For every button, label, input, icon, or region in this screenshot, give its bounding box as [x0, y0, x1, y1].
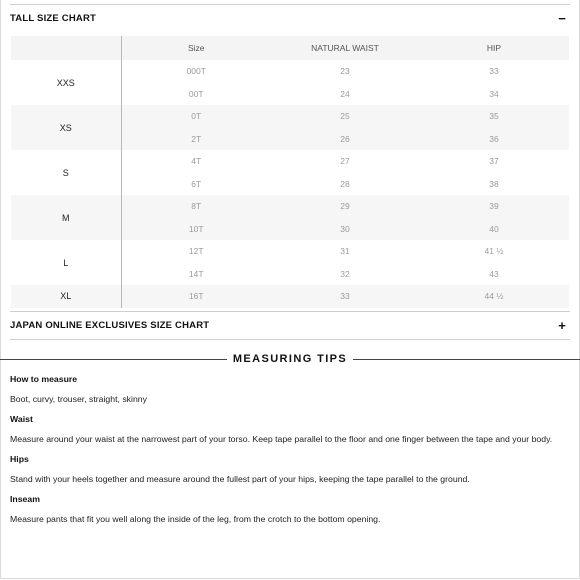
- divider: [10, 339, 570, 340]
- table-cell: 12T: [121, 240, 271, 263]
- size-group-label: M: [11, 195, 121, 240]
- table-cell: 25: [271, 105, 419, 128]
- japan-size-chart-title: JAPAN ONLINE EXCLUSIVES SIZE CHART: [10, 319, 210, 331]
- measuring-tips-title: MEASURING TIPS: [232, 353, 348, 365]
- header-cell: Size: [121, 36, 271, 60]
- japan-size-chart-header[interactable]: [10, 311, 568, 339]
- tip-text: Stand with your heels together and measure around the fullest part of your hips, keeping the tape parallel to the ground.: [10, 474, 470, 484]
- heading-rule: [353, 359, 580, 360]
- table-cell: 37: [419, 150, 569, 173]
- table-cell: 36: [419, 128, 569, 151]
- table-cell: 44 ½: [419, 285, 569, 308]
- table-header-row: [11, 36, 569, 60]
- table-cell: 26: [271, 128, 419, 151]
- table-cell: 34: [419, 83, 569, 106]
- header-cell: [11, 36, 121, 60]
- tip-heading: Hips: [10, 454, 29, 464]
- table-cell: 0T: [121, 105, 271, 128]
- table-cell: 31: [271, 240, 419, 263]
- table-cell: 29: [271, 195, 419, 218]
- table-row: [11, 195, 569, 218]
- table-row: [11, 285, 569, 308]
- size-group-label: L: [11, 240, 121, 285]
- tall-size-table: [11, 36, 569, 308]
- table-cell: 33: [271, 285, 419, 308]
- tip-text: Measure pants that fit you well along the inside of the leg, from the crotch to the bottom opening.: [10, 514, 381, 524]
- size-group-label: S: [11, 150, 121, 195]
- table-row: [11, 105, 569, 128]
- table-cell: 28: [271, 173, 419, 196]
- table-cell: 38: [419, 173, 569, 196]
- table-cell: 27: [271, 150, 419, 173]
- table-cell: 33: [419, 60, 569, 83]
- table-cell: 39: [419, 195, 569, 218]
- table-row: [11, 150, 569, 173]
- collapse-icon[interactable]: −: [558, 10, 566, 26]
- table-cell: 24: [271, 83, 419, 106]
- table-row: [11, 60, 569, 83]
- size-group-label: XXS: [11, 60, 121, 105]
- table-cell: 6T: [121, 173, 271, 196]
- tall-size-chart-header[interactable]: [10, 4, 568, 32]
- table-cell: 00T: [121, 83, 271, 106]
- table-cell: 41 ½: [419, 240, 569, 263]
- expand-icon[interactable]: +: [558, 317, 566, 333]
- table-cell: 14T: [121, 263, 271, 286]
- header-cell: NATURAL WAIST: [271, 36, 419, 60]
- table-cell: 23: [271, 60, 419, 83]
- tip-text: Boot, curvy, trouser, straight, skinny: [10, 394, 147, 404]
- table-cell: 000T: [121, 60, 271, 83]
- table-cell: 8T: [121, 195, 271, 218]
- table-row: [11, 240, 569, 263]
- measuring-tips-heading: [0, 350, 580, 368]
- size-group-label: XL: [11, 285, 121, 308]
- table-cell: 40: [419, 218, 569, 241]
- tall-size-chart-title: TALL SIZE CHART: [10, 12, 97, 24]
- tip-text: Measure around your waist at the narrowest part of your torso. Keep tape parallel to the floor and one finger between the tape and your body.: [10, 434, 553, 444]
- table-cell: 35: [419, 105, 569, 128]
- tip-heading: Waist: [10, 414, 33, 424]
- table-cell: 32: [271, 263, 419, 286]
- tip-heading: Inseam: [10, 494, 40, 504]
- measuring-tips-content: [10, 372, 570, 532]
- heading-rule: [0, 359, 227, 360]
- table-cell: 4T: [121, 150, 271, 173]
- header-cell: HIP: [419, 36, 569, 60]
- tip-heading: How to measure: [10, 374, 78, 384]
- table-cell: 30: [271, 218, 419, 241]
- size-group-label: XS: [11, 105, 121, 150]
- table-cell: 16T: [121, 285, 271, 308]
- table-cell: 43: [419, 263, 569, 286]
- table-cell: 2T: [121, 128, 271, 151]
- table-cell: 10T: [121, 218, 271, 241]
